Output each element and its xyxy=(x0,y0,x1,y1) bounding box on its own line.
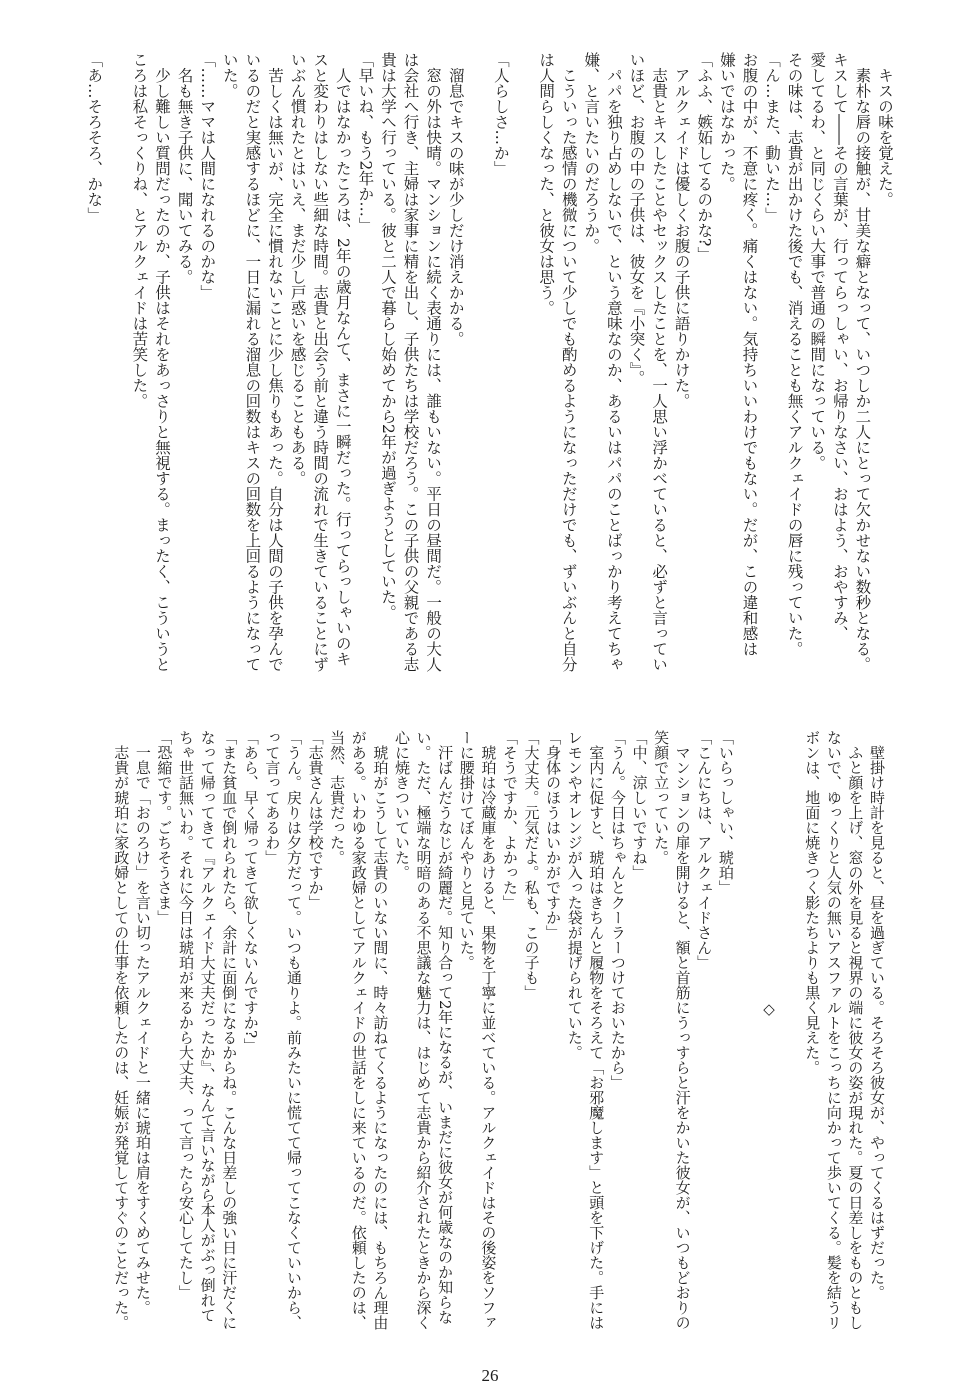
text-column: 「志貴さんは学校ですか」 xyxy=(306,730,325,910)
text-column: いぶん慣れたとはいえ、まだ少し戸惑いを感じることもある。 xyxy=(288,52,307,486)
text-column: なって帰ってきて『アルクェイド大丈夫だったか』、なんて言いながら本人がぶっ倒れて xyxy=(198,730,217,1323)
text-column: 「いらっしゃい、琥珀」 xyxy=(716,730,735,895)
text-column: お腹の中が、不意に疼く。痛くはない。気持ちいいわけでもない。だが、この違和感は xyxy=(740,52,759,657)
text-column: ちゃ世話無いわ。それに今日は琥珀が来るから大丈夫、って言ったら安心してたし」 xyxy=(177,730,195,1300)
text-column: 「あ…そろそろ、かな」 xyxy=(85,52,104,223)
text-column: 「また貧血で倒れられたら、余計に面倒になるからね。こんな日差しの強い日に汗だくに xyxy=(220,730,239,1330)
text-column xyxy=(467,52,490,692)
text-column: 「大丈夫。元気だよ。私も、この子も」 xyxy=(522,730,541,1000)
text-column: 志貴とキスしたことやセックスしたことを、一人思い浮かべていると、必ずと言ってい xyxy=(650,52,669,672)
bottom-text-block xyxy=(110,730,887,1342)
text-column: キスの味を覚えた。 xyxy=(876,52,894,207)
text-column: こういった感情の機微について少しでも酌めるようになっただけでも、ずいぶんと自分 xyxy=(559,52,578,672)
text-column: 琥珀がこうして志貴のいない間に、時々訪ねてくるようになったのには、もちろん理由 xyxy=(371,730,390,1330)
text-column: 窓の外は快晴。マンションに続く表通りには、誰もいない。平日の昼間だ。一般の大人 xyxy=(424,52,443,672)
text-column: は人間らしくなった、と彼女は思う。 xyxy=(537,52,556,316)
top-text-block xyxy=(83,52,896,692)
text-column: 笑顔で立っていた。 xyxy=(652,730,671,865)
text-column: 志貴が琥珀に家政婦としての仕事を依頼したのは、妊娠が発覚してすぐのことだった。 xyxy=(112,730,131,1330)
text-column: がある。いわゆる家政婦としてアルクェイドの世話をしに来ているのだ。依頼したのは、 xyxy=(349,730,368,1330)
text-column: 「こんにちは、アルクェイドさん」 xyxy=(695,730,714,970)
text-column: 素朴な唇の接触が、甘美な癖となって、いつしか二人にとって欠かせない数秒となる。 xyxy=(853,52,872,672)
text-column: い。ただ、極端な明暗のある不思議な魅力は、はじめて志貴から紹介されたときから深く xyxy=(414,730,433,1330)
text-column xyxy=(512,52,535,692)
text-column: 「そうですか、よかった」 xyxy=(500,730,519,910)
text-column: 人ではなかったころは、2年の歳月なんて、まさに一瞬だった。行ってらっしゃいのキ xyxy=(333,52,352,667)
text-column: いほど、お腹の中の子供は、彼女を『小突く』。 xyxy=(627,52,646,386)
text-column: ーに腰掛けてぼんやりと見ていた。 xyxy=(457,730,476,970)
text-column: 愛してるわ、と同じくらい大事で普通の瞬間になっている。 xyxy=(808,52,827,471)
text-column: ころは私そっくりね、とアルクェイドは苦笑した。 xyxy=(130,52,149,409)
text-column: 「恐縮です。ごちそうさま」 xyxy=(155,730,174,925)
text-column: 「うん。今日はちゃんとクーラーつけておいたから」 xyxy=(608,730,627,1090)
text-column: 壁掛け時計を見ると、昼を過ぎている。そろそろ彼女が、やってくるはずだった。 xyxy=(868,730,886,1300)
text-column: 一息で「おのろけ」を言い切ったアルクェイドと一緒に琥珀は肩をすくめてみせた。 xyxy=(133,730,152,1315)
text-column: 嫌、と言いたいのだろうか。 xyxy=(582,52,601,254)
text-column: 「人らしさ…か」 xyxy=(491,52,510,176)
text-column: 室内に促すと、琥珀はきちんと履物をそろえて「お邪魔します」と頭を下げた。手には xyxy=(587,730,606,1330)
text-column: 嫌いではなかった。 xyxy=(717,52,736,192)
text-column: パパを独り占めしないで、という意味なのか、あるいはパパのことばっかり考えてちゃ xyxy=(604,52,623,672)
text-column: 溜息でキスの味が少しだけ消えかかる。 xyxy=(446,52,465,347)
text-column: 名も無き子供に、聞いてみる。 xyxy=(175,52,194,285)
text-column: 琥珀は冷蔵庫をあけると、果物を丁寧に並べている。アルクェイドはその後姿をソファ xyxy=(479,730,498,1330)
text-column: ボンは、地面に焼きつく影たちよりも黒く見えた。 xyxy=(803,730,822,1075)
text-column: レモンやオレンジが入った袋が提げられていた。 xyxy=(565,730,584,1060)
text-column: ないで、ゆっくりと人気の無いアスファルトをこっちに向かって歩いてくる。髪を結うリ xyxy=(824,730,843,1330)
text-column: 「ん…また、動いた…」 xyxy=(763,52,782,223)
text-column: 「うん。戻りは夕方だって。いつも通りよ。前みたいに慌てて帰ってこなくていいから、 xyxy=(284,730,303,1330)
text-column xyxy=(105,52,128,692)
text-column: その味は、志貴が出かけた後でも、消えることも無くアルクェイドの唇に残っていた。 xyxy=(785,52,804,657)
text-column: 少し難しい質問だったのか、子供はそれをあっさりと無視する。まったく、こういうと xyxy=(153,52,171,672)
text-column: 心に焼きついていた。 xyxy=(392,730,411,880)
text-column: スと変わりはしない些細な時間。志貴と出会う前と違う時間の流れで生きていることにず xyxy=(311,52,330,672)
text-column xyxy=(779,730,801,1342)
text-column: アルクェイドは優しくお腹の子供に語りかけた。 xyxy=(672,52,691,409)
text-column: 「ふふ、嫉妬してるのかな?」 xyxy=(695,52,714,262)
text-column: いた。 xyxy=(220,52,239,99)
page-number: 26 xyxy=(481,1366,499,1385)
text-column: 貴は大学へ行っている。彼と二人で暮らし始めてから2年が過ぎようとしていた。 xyxy=(378,52,397,620)
text-column: ◇ xyxy=(760,730,779,1018)
text-column: ふと顔を上げ、窓の外を見ると視界の端に彼女の姿が現れた。夏の日差しをものともし xyxy=(846,730,865,1330)
text-column: って言ってあるわ」 xyxy=(263,730,282,865)
text-column: 「中、涼しいですね」 xyxy=(630,730,649,880)
text-column: 汗ばんだうなじが綺麗だ。知り合って2年になるが、いまだに彼女が何歳なのか知らな xyxy=(436,730,455,1325)
text-column: いるのだと実感するほどに、一日に漏れる溜息の回数はキスの回数を上回るようになって xyxy=(243,52,262,672)
text-column: 「あら、早く帰ってきて欲しくないんですか?」 xyxy=(241,730,260,1054)
text-column: マンションの扉を開けると、額と首筋にうっすらと汗をかいた彼女が、いつもどおりの xyxy=(673,730,692,1330)
text-column: 当然、志貴だった。 xyxy=(328,730,347,865)
text-column: 苦しくは無いが、完全に慣れないことに少し焦りもあった。自分は人間の子供を孕んで xyxy=(265,52,284,672)
text-column: 「身体のほうはいかがですか」 xyxy=(544,730,563,940)
text-column xyxy=(736,730,758,1342)
text-column: は会社へ行き、主婦は家事に精を出し、子供たちは学校だろう。この子供の父親である志 xyxy=(401,52,420,672)
text-column: 「……ママは人間になれるのかな」 xyxy=(198,52,217,300)
text-column: 「早いね、もう2年か…」 xyxy=(356,52,375,233)
text-column: キスして――その言葉が、行ってらっしゃい、お帰りなさい、おはよう、おやすみ、 xyxy=(830,52,849,641)
